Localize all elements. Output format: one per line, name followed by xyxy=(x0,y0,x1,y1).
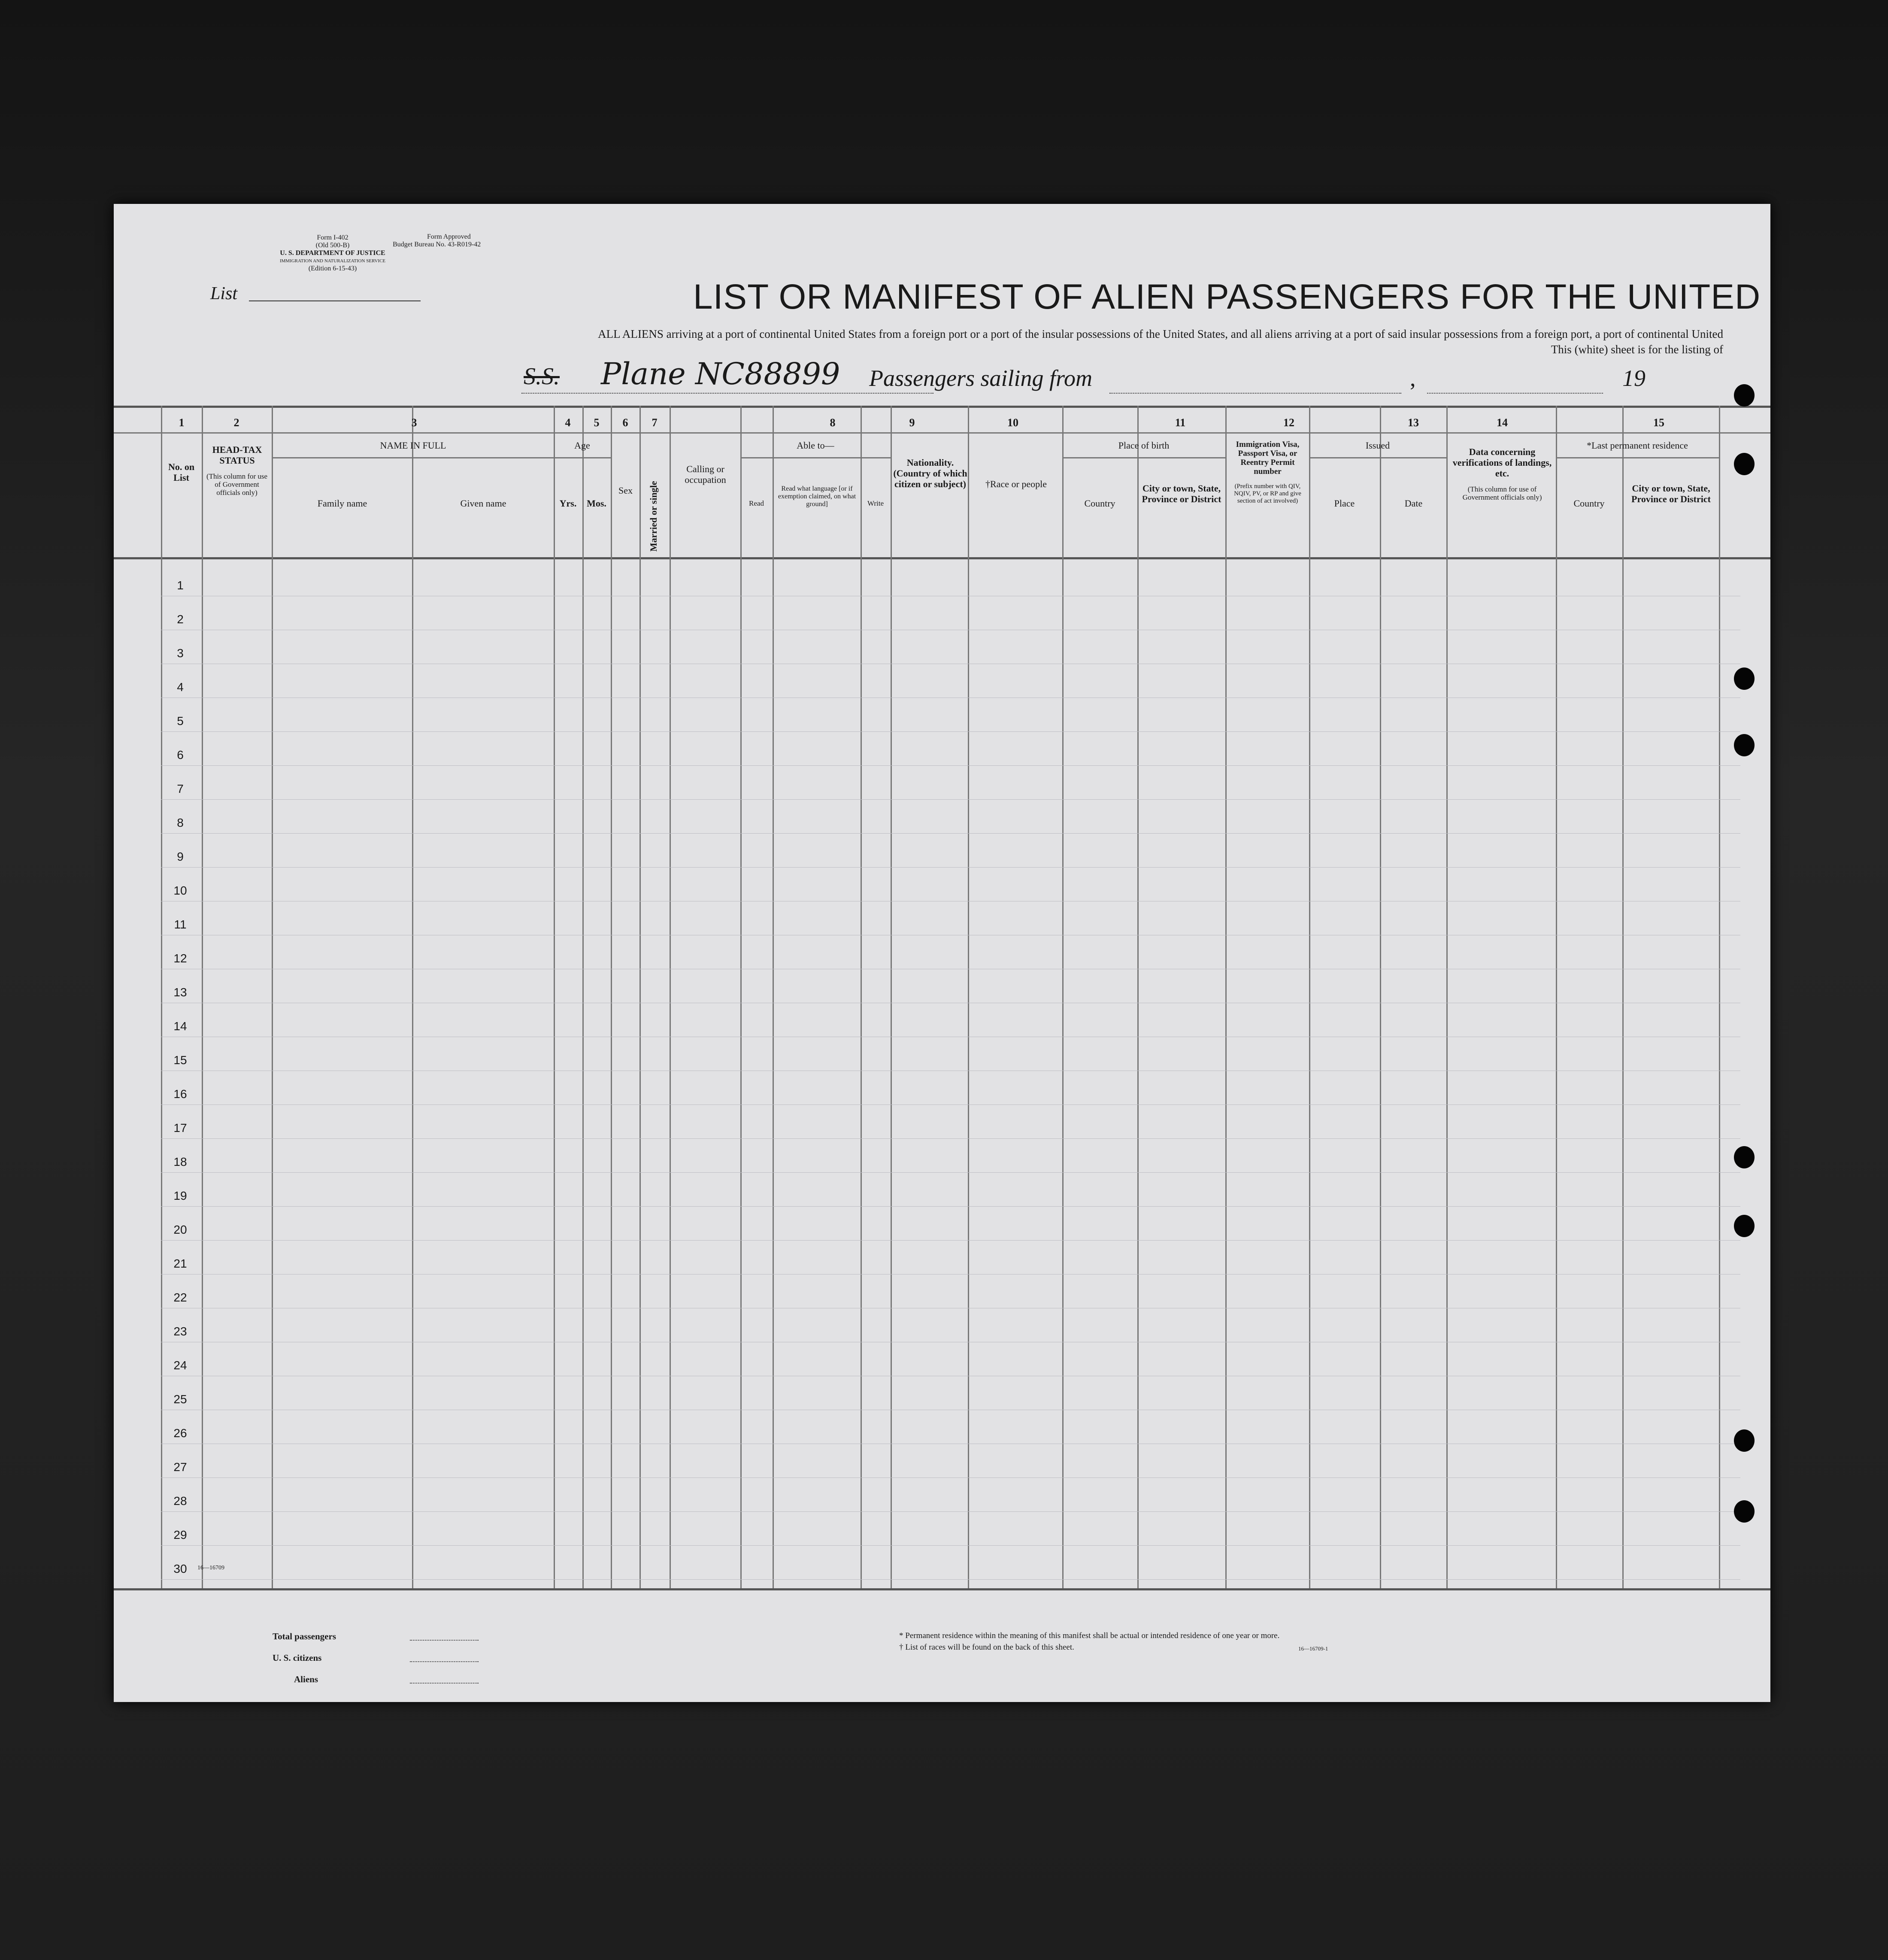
row-number: 5 xyxy=(177,714,184,728)
row-number: 16 xyxy=(173,1087,187,1101)
col-divider xyxy=(412,406,413,1588)
hdr-birth-city: City or town, State, Province or District xyxy=(1142,483,1221,504)
hdr-residence-city: City or town, State, Province or District xyxy=(1631,483,1711,504)
col-divider xyxy=(1380,406,1381,1588)
department: U. S. DEPARTMENT OF JUSTICE xyxy=(280,249,385,257)
table-row[interactable] xyxy=(161,765,1740,766)
row-number: 24 xyxy=(173,1359,187,1372)
col-divider xyxy=(1225,406,1227,1588)
table-row[interactable] xyxy=(161,1206,1740,1207)
row-number: 2 xyxy=(177,613,184,626)
footnote-residence: * Permanent residence within the meaning of this manifest shall be actual or intended residence of one year or more. xyxy=(899,1631,1280,1640)
colnum-6: 6 xyxy=(622,416,628,429)
hdr-given-name: Given name xyxy=(460,498,506,509)
year-prefix: 19 xyxy=(1622,365,1646,391)
row-number: 10 xyxy=(173,884,187,897)
approval-line-2: Budget Bureau No. 43-R019-42 xyxy=(393,241,481,248)
vessel-name-handwritten: Plane NC88899 xyxy=(601,356,840,391)
hdr-name-in-full: NAME IN FULL xyxy=(380,440,446,451)
punch-hole xyxy=(1734,734,1755,756)
us-citizens-field[interactable] xyxy=(410,1661,479,1662)
date-field[interactable] xyxy=(1427,393,1603,394)
col-divider xyxy=(639,406,641,1588)
manifest-table xyxy=(114,406,1770,1586)
row-number: 21 xyxy=(173,1257,187,1270)
table-row[interactable] xyxy=(161,1511,1740,1512)
colnum-13: 13 xyxy=(1408,416,1419,429)
vessel-line[interactable] xyxy=(521,393,933,394)
hdr-sex: Sex xyxy=(618,485,633,496)
row-number: 12 xyxy=(173,952,187,965)
hdr-yrs: Yrs. xyxy=(559,498,577,509)
aliens-label: Aliens xyxy=(294,1674,318,1684)
hdr-issued-date: Date xyxy=(1404,498,1423,509)
table-row[interactable] xyxy=(161,799,1740,800)
col-divider xyxy=(611,406,612,1588)
subhead-divider-issued xyxy=(1309,457,1446,458)
total-passengers-label: Total passengers xyxy=(273,1631,336,1641)
ss-label: S.S. xyxy=(524,363,560,390)
table-row[interactable] xyxy=(161,1172,1740,1173)
punch-hole xyxy=(1734,453,1755,475)
subhead-divider-name xyxy=(272,457,554,458)
print-code: 16—16709 xyxy=(197,1565,224,1571)
row-number: 29 xyxy=(173,1528,187,1541)
hdr-write: Write xyxy=(867,499,884,507)
colnum-8: 8 xyxy=(830,416,836,429)
hdr-place-of-birth: Place of birth xyxy=(1118,440,1170,451)
col-divider xyxy=(1062,406,1064,1588)
colnum-4: 4 xyxy=(565,416,571,429)
colnum-12: 12 xyxy=(1283,416,1294,429)
col-divider xyxy=(1719,406,1720,1588)
table-row[interactable] xyxy=(161,1138,1740,1139)
table-row[interactable] xyxy=(161,1545,1740,1546)
hdr-head-tax-note: (This column for use of Government officials only) xyxy=(206,472,268,497)
hdr-visa: Immigration Visa, Passport Visa, or Reentry Permit number xyxy=(1236,440,1300,476)
colnum-1: 1 xyxy=(179,416,185,429)
row-number: 19 xyxy=(173,1189,187,1202)
row-number: 18 xyxy=(173,1155,187,1168)
footnote-races: † List of races will be found on the back of this sheet. xyxy=(899,1643,1074,1652)
header-bottom-border xyxy=(114,557,1770,559)
colnum-14: 14 xyxy=(1497,416,1508,429)
row-number: 9 xyxy=(177,850,184,863)
col-divider xyxy=(740,406,742,1588)
col-divider xyxy=(670,406,671,1588)
row-number: 26 xyxy=(173,1426,187,1440)
col-divider xyxy=(272,406,273,1588)
hdr-issued-place: Place xyxy=(1334,498,1355,509)
row-number: 13 xyxy=(173,986,187,999)
aliens-field[interactable] xyxy=(410,1683,479,1684)
row-number: 14 xyxy=(173,1019,187,1033)
hdr-nationality: Nationality. (Country of which citizen or subject) xyxy=(893,457,967,489)
table-row[interactable] xyxy=(161,1240,1740,1241)
hdr-age: Age xyxy=(574,440,590,451)
col-divider xyxy=(1309,406,1310,1588)
row-number: 22 xyxy=(173,1291,187,1304)
table-row[interactable] xyxy=(161,731,1740,732)
table-row[interactable] xyxy=(161,833,1740,834)
hdr-residence-country: Country xyxy=(1573,498,1605,509)
row-number: 1 xyxy=(177,579,184,592)
sailing-from-label: Passengers sailing from xyxy=(869,365,1093,391)
subhead-divider-residence xyxy=(1556,457,1719,458)
subhead-divider-able xyxy=(740,457,891,458)
approval-block xyxy=(393,233,530,249)
subhead-divider-birth xyxy=(1062,457,1225,458)
row-number: 23 xyxy=(173,1325,187,1338)
colnum-7: 7 xyxy=(652,416,658,429)
row-number: 3 xyxy=(177,646,184,660)
colnum-10: 10 xyxy=(1007,416,1018,429)
edition: (Edition 6-15-43) xyxy=(308,265,357,272)
punch-hole xyxy=(1734,1215,1755,1237)
hdr-data-verification: Data concerning verifications of landings, etc. xyxy=(1452,446,1552,479)
row-number: 15 xyxy=(173,1053,187,1067)
list-label: List xyxy=(210,284,238,303)
list-number-line[interactable] xyxy=(249,300,421,301)
hdr-family-name: Family name xyxy=(317,498,367,509)
hdr-read: Read xyxy=(749,499,764,507)
hdr-race: †Race or people xyxy=(985,479,1047,489)
colnum-11: 11 xyxy=(1175,416,1186,429)
row-number: 6 xyxy=(177,748,184,762)
comma: , xyxy=(1410,365,1416,391)
col-divider xyxy=(1622,406,1624,1588)
colnum-15: 15 xyxy=(1653,416,1664,429)
col-divider xyxy=(891,406,892,1588)
col-divider xyxy=(1446,406,1448,1588)
page-title: LIST OR MANIFEST OF ALIEN PASSENGERS FOR THE UNITED xyxy=(693,277,1761,316)
hdr-data-verification-note: (This column for use of Government officials only) xyxy=(1462,485,1542,501)
service: IMMIGRATION AND NATURALIZATION SERVICE xyxy=(279,258,386,264)
table-row[interactable] xyxy=(161,867,1740,868)
colnum-3: 3 xyxy=(411,416,417,429)
col-divider xyxy=(1556,406,1557,1588)
punch-hole xyxy=(1734,384,1755,407)
hdr-visa-note: (Prefix number with QIV, NQIV, PV, or RP and give section of act involved) xyxy=(1234,483,1301,504)
hdr-no-on-list: No. on List xyxy=(168,461,195,483)
old-form-number: (Old 500-B) xyxy=(315,242,350,249)
hdr-married-single: Married or single xyxy=(648,481,659,552)
col-divider xyxy=(582,406,584,1588)
row-number: 27 xyxy=(173,1460,187,1474)
form-number: Form I-402 xyxy=(317,234,349,241)
hdr-calling: Calling or occupation xyxy=(685,464,726,485)
row-number: 7 xyxy=(177,782,184,795)
row-number: 20 xyxy=(173,1223,187,1236)
row-number: 11 xyxy=(174,918,187,931)
col-divider xyxy=(861,406,862,1588)
us-citizens-label: U. S. citizens xyxy=(273,1653,322,1663)
row-number: 8 xyxy=(177,816,184,829)
col-divider xyxy=(773,406,774,1588)
col-divider xyxy=(968,406,969,1588)
colnum-2: 2 xyxy=(233,416,239,429)
row-number: 30 xyxy=(173,1562,187,1575)
colnum-divider xyxy=(114,432,1770,434)
port-field[interactable] xyxy=(1109,393,1401,394)
row-number: 28 xyxy=(173,1494,187,1508)
subhead-divider-age xyxy=(554,457,611,458)
table-bottom-border xyxy=(114,1588,1770,1590)
instructions-line-2: This (white) sheet is for the listing of xyxy=(1551,343,1723,356)
punch-hole xyxy=(1734,1429,1755,1452)
punch-hole xyxy=(1734,1146,1755,1168)
row-number: 17 xyxy=(173,1121,187,1135)
hdr-issued: Issued xyxy=(1365,440,1390,451)
manifest-sheet xyxy=(114,204,1770,1702)
print-code-2: 16—16709-1 xyxy=(1298,1645,1328,1652)
form-id-block xyxy=(251,234,414,273)
punch-hole xyxy=(1734,1500,1755,1523)
row-number: 25 xyxy=(173,1393,187,1406)
approval-line-1: Form Approved xyxy=(427,233,471,240)
table-row[interactable] xyxy=(161,1104,1740,1105)
instructions-line-1: ALL ALIENS arriving at a port of continental United States from a foreign port or a port of the insular possessions of the United States, and all aliens arriving at a port of said insular possessions from a foreign port, a port of continental United xyxy=(598,328,1723,340)
hdr-birth-country: Country xyxy=(1084,498,1115,509)
colnum-9: 9 xyxy=(909,416,915,429)
hdr-read-language: Read what language [or if exemption claimed, on what ground] xyxy=(778,485,856,508)
table-top-border xyxy=(114,406,1770,408)
colnum-5: 5 xyxy=(594,416,600,429)
hdr-head-tax: HEAD-TAX STATUS xyxy=(212,444,262,466)
total-passengers-field[interactable] xyxy=(410,1640,479,1641)
hdr-able-to: Able to— xyxy=(797,440,834,451)
hdr-last-residence: *Last permanent residence xyxy=(1587,440,1688,451)
instructions xyxy=(598,326,1723,357)
col-divider xyxy=(554,406,555,1588)
hdr-mos: Mos. xyxy=(587,498,606,509)
col-divider xyxy=(1137,406,1139,1588)
punch-hole xyxy=(1734,667,1755,690)
table-row[interactable] xyxy=(161,1579,1740,1580)
row-number: 4 xyxy=(177,680,184,694)
